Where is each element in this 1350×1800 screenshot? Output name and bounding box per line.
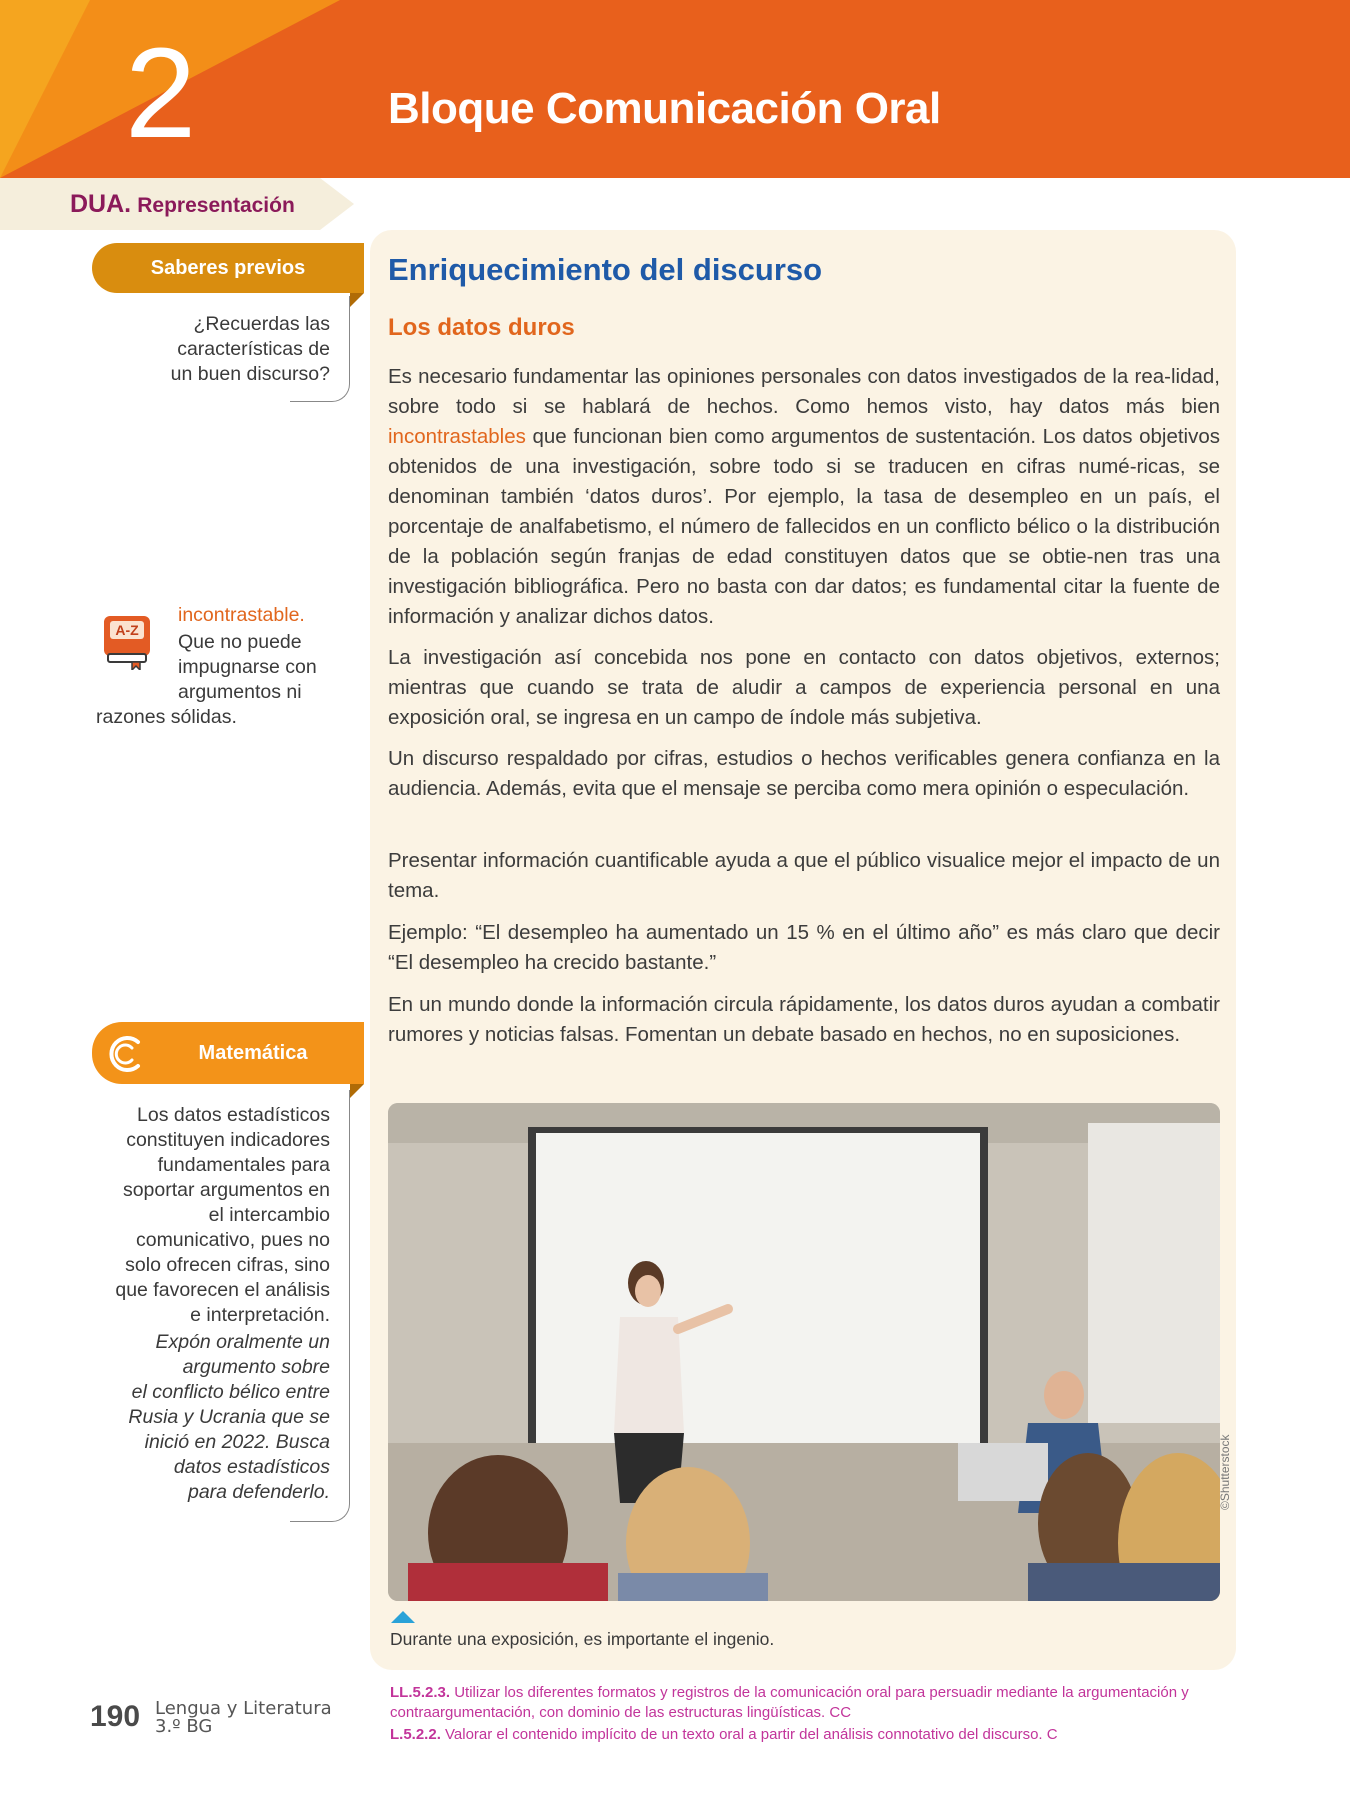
glossary-line: argumentos ni xyxy=(178,681,302,703)
dua-band-tip xyxy=(320,178,354,230)
book-grade: 3.º BG xyxy=(155,1716,213,1737)
matematica-line: comunicativo, pues no xyxy=(135,1229,330,1251)
activity-line: argumento sobre xyxy=(182,1356,330,1378)
book-title xyxy=(155,1700,332,1736)
matematica-activity xyxy=(90,1330,330,1505)
matematica-line: que favorecen el análisis xyxy=(115,1279,330,1301)
paragraph-3: Un discurso respaldado por cifras, estudios o hechos verificables genera confianza en la audiencia. Además, evita que el mensaje se perciba como mera opinión o especulación. xyxy=(388,747,1220,800)
tab-fold xyxy=(350,293,364,307)
matematica-title: Matemática xyxy=(198,1042,308,1064)
matematica-line: e interpretación. xyxy=(190,1304,330,1326)
photo-caption: Durante una exposición, es importante el ingenio. xyxy=(390,1629,775,1649)
paragraph-1 xyxy=(388,362,1220,632)
dua-title: DUA. xyxy=(70,190,132,218)
matematica-line: soportar argumentos en xyxy=(122,1179,330,1201)
saberes-previos-title: Saberes previos xyxy=(150,257,306,279)
activity-line: inició en 2022. Busca xyxy=(144,1431,330,1453)
highlighted-term: incontrastables xyxy=(388,425,526,448)
matematica-tab xyxy=(92,1022,364,1084)
classroom-illustration xyxy=(388,1103,1220,1601)
matematica-text xyxy=(90,1103,330,1505)
glossary-term: incontrastable. xyxy=(178,604,305,626)
activity-line: el conflicto bélico entre xyxy=(131,1381,330,1403)
activity-line: Expón oralmente un xyxy=(155,1331,330,1353)
book-title-line: Lengua y Literatura xyxy=(155,1698,332,1719)
unit-header xyxy=(0,0,1350,178)
standard-text: Utilizar los diferentes formatos y registros de la comunicación oral para persuadir mediante la argumentación y contraargumentación, con dominio de las estructuras lingüísticas. CC xyxy=(390,1684,1189,1721)
matematica-line: constituyen indicadores xyxy=(126,1129,330,1151)
svg-text:A-Z: A-Z xyxy=(115,622,139,638)
standard-text: Valorar el contenido implícito de un texto oral a partir del análisis connotativo del discurso. C xyxy=(440,1726,1058,1743)
paragraph-4: Presentar información cuantificable ayuda a que el público visualice mejor el impacto de un tema. xyxy=(388,849,1220,902)
paragraph-2: La investigación así concebida nos pone en contacto con datos objetivos, externos; mientras que cuando se trata de aludir a campos de experiencia personal en una exposición oral, se ingresa en un campo de índole más subjetiva. xyxy=(388,646,1220,729)
unit-number: 2 xyxy=(125,22,195,165)
matematica-line: Los datos estadísticos xyxy=(137,1104,330,1126)
paragraph-1-end: que funcionan bien como argumentos de sustentación. Los datos objetivos obtenidos de una investigación, sobre todo si se traducen en cifras numé-ricas, se denominan también ‘datos duros’. Por ejemplo, la tasa de desempleo en un país, el porcentaje de analfabetismo, el número de fallecidos en un conflicto bélico o la distribución de la población según franjas de edad constituyen datos que se obtie-nen tras una investigación bibliográfica. Pero no basta con dar datos; es fundamental citar la fuente de información y analizar dichos datos. xyxy=(388,425,1220,628)
matematica-line: fundamentales para xyxy=(157,1154,330,1176)
glossary-line: Que no puede xyxy=(178,631,302,653)
standard-code: LL.5.2.3. xyxy=(390,1684,451,1701)
unit-title: Bloque Comunicación Oral xyxy=(388,84,941,133)
tab-fold xyxy=(350,1084,364,1098)
curriculum-standard-2 xyxy=(390,1725,1230,1745)
dua-subtitle: Representación xyxy=(137,194,295,217)
activity-line: Rusia y Ucrania que se xyxy=(128,1406,330,1428)
activity-line: para defenderlo. xyxy=(187,1481,330,1503)
paragraph-5: Ejemplo: “El desempleo ha aumentado un 15 % en el último año” es más claro que decir “El desempleo ha crecido bastante.” xyxy=(388,921,1220,974)
saberes-line: ¿Recuerdas las xyxy=(193,313,330,335)
paragraph-6: En un mundo donde la información circula rápidamente, los datos duros ayudan a combatir rumores y noticias falsas. Fomentan un debate basado en hechos, no en suposiciones. xyxy=(388,993,1220,1046)
page-number: 190 xyxy=(90,1700,141,1733)
curriculum-standard-1 xyxy=(390,1683,1230,1723)
matematica-line: solo ofrecen cifras, sino xyxy=(125,1254,330,1276)
saberes-line: características de xyxy=(177,338,330,360)
glossary-line: impugnarse con xyxy=(178,656,317,678)
standard-code: L.5.2.2. xyxy=(390,1726,441,1743)
section-title: Enriquecimiento del discurso xyxy=(388,252,823,287)
activity-line: datos estadísticos xyxy=(173,1456,330,1478)
saberes-line: un buen discurso? xyxy=(170,363,330,385)
saberes-previos-tab xyxy=(92,243,364,293)
glossary-line: razones sólidas. xyxy=(96,706,237,728)
subsection-title: Los datos duros xyxy=(388,314,575,341)
header-decoration xyxy=(0,0,90,178)
glossary-definition xyxy=(96,630,328,730)
dua-label xyxy=(70,190,295,219)
classroom-photo xyxy=(388,1103,1220,1601)
photo-credit: ©Shutterstock xyxy=(1218,1434,1232,1510)
caption-arrow-icon xyxy=(391,1611,415,1623)
saberes-previos-text xyxy=(120,312,330,387)
paragraph-1-start: Es necesario fundamentar las opiniones personales con datos investigados de la rea-lidad, sobre todo si se hablará de hechos. Como hemos visto, hay datos más bien xyxy=(388,365,1220,418)
matematica-line: el intercambio xyxy=(208,1204,330,1226)
